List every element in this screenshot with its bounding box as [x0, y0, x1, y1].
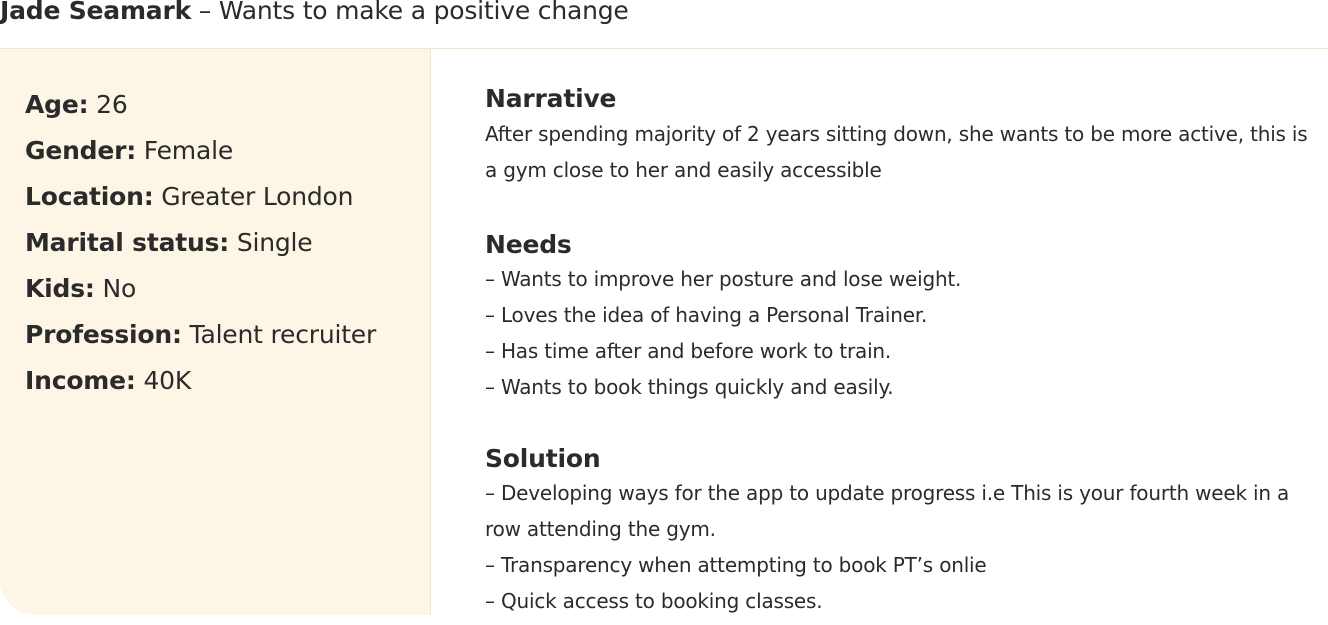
attribute-label: Profession: — [25, 320, 182, 349]
needs-section — [485, 228, 1315, 405]
attribute-age — [25, 82, 376, 128]
attribute-label: Location: — [25, 182, 154, 211]
attribute-value: No — [94, 274, 137, 303]
profile-panel — [0, 49, 431, 615]
section-title-solution: Solution — [485, 444, 601, 473]
persona-name: Jade Seamark — [0, 0, 192, 25]
attribute-label: Age: — [25, 90, 89, 119]
attribute-label: Kids: — [25, 274, 95, 303]
attribute-value: 40K — [135, 366, 192, 395]
needs-item: – Loves the idea of having a Personal Trainer. — [485, 303, 928, 327]
attribute-kids — [25, 266, 376, 312]
attribute-value: Female — [136, 136, 234, 165]
section-title-narrative: Narrative — [485, 84, 617, 113]
needs-item: – Wants to book things quickly and easily. — [485, 375, 894, 399]
persona-details — [485, 82, 1315, 619]
attribute-gender — [25, 128, 376, 174]
needs-item: – Has time after and before work to train. — [485, 339, 892, 363]
narrative-section — [485, 82, 1315, 188]
attribute-label: Marital status: — [25, 228, 230, 257]
attribute-value: 26 — [88, 90, 128, 119]
attribute-label: Income: — [25, 366, 136, 395]
narrative-text: After spending majority of 2 years sitting down, she wants to be more active, this is a gym close to her and easily accessible — [485, 122, 1308, 182]
attribute-value: Talent recruiter — [181, 320, 377, 349]
attribute-location — [25, 174, 376, 220]
needs-item: – Wants to improve her posture and lose weight. — [485, 267, 962, 291]
solution-item: – Transparency when attempting to book PT’s onlie — [485, 553, 987, 577]
attribute-profession — [25, 312, 376, 358]
page-title — [0, 0, 629, 25]
attribute-value: Single — [229, 228, 313, 257]
attribute-label: Gender: — [25, 136, 137, 165]
attribute-marital-status — [25, 220, 376, 266]
persona-tagline: – Wants to make a positive change — [191, 0, 629, 25]
solution-item: – Quick access to booking classes. — [485, 589, 823, 613]
attribute-value: Greater London — [153, 182, 354, 211]
section-title-needs: Needs — [485, 230, 572, 259]
profile-attributes — [25, 82, 376, 404]
solution-section — [485, 442, 1315, 619]
attribute-income — [25, 358, 376, 404]
solution-item: – Developing ways for the app to update progress i.e This is your fourth week in a row attending the gym. — [485, 481, 1290, 541]
